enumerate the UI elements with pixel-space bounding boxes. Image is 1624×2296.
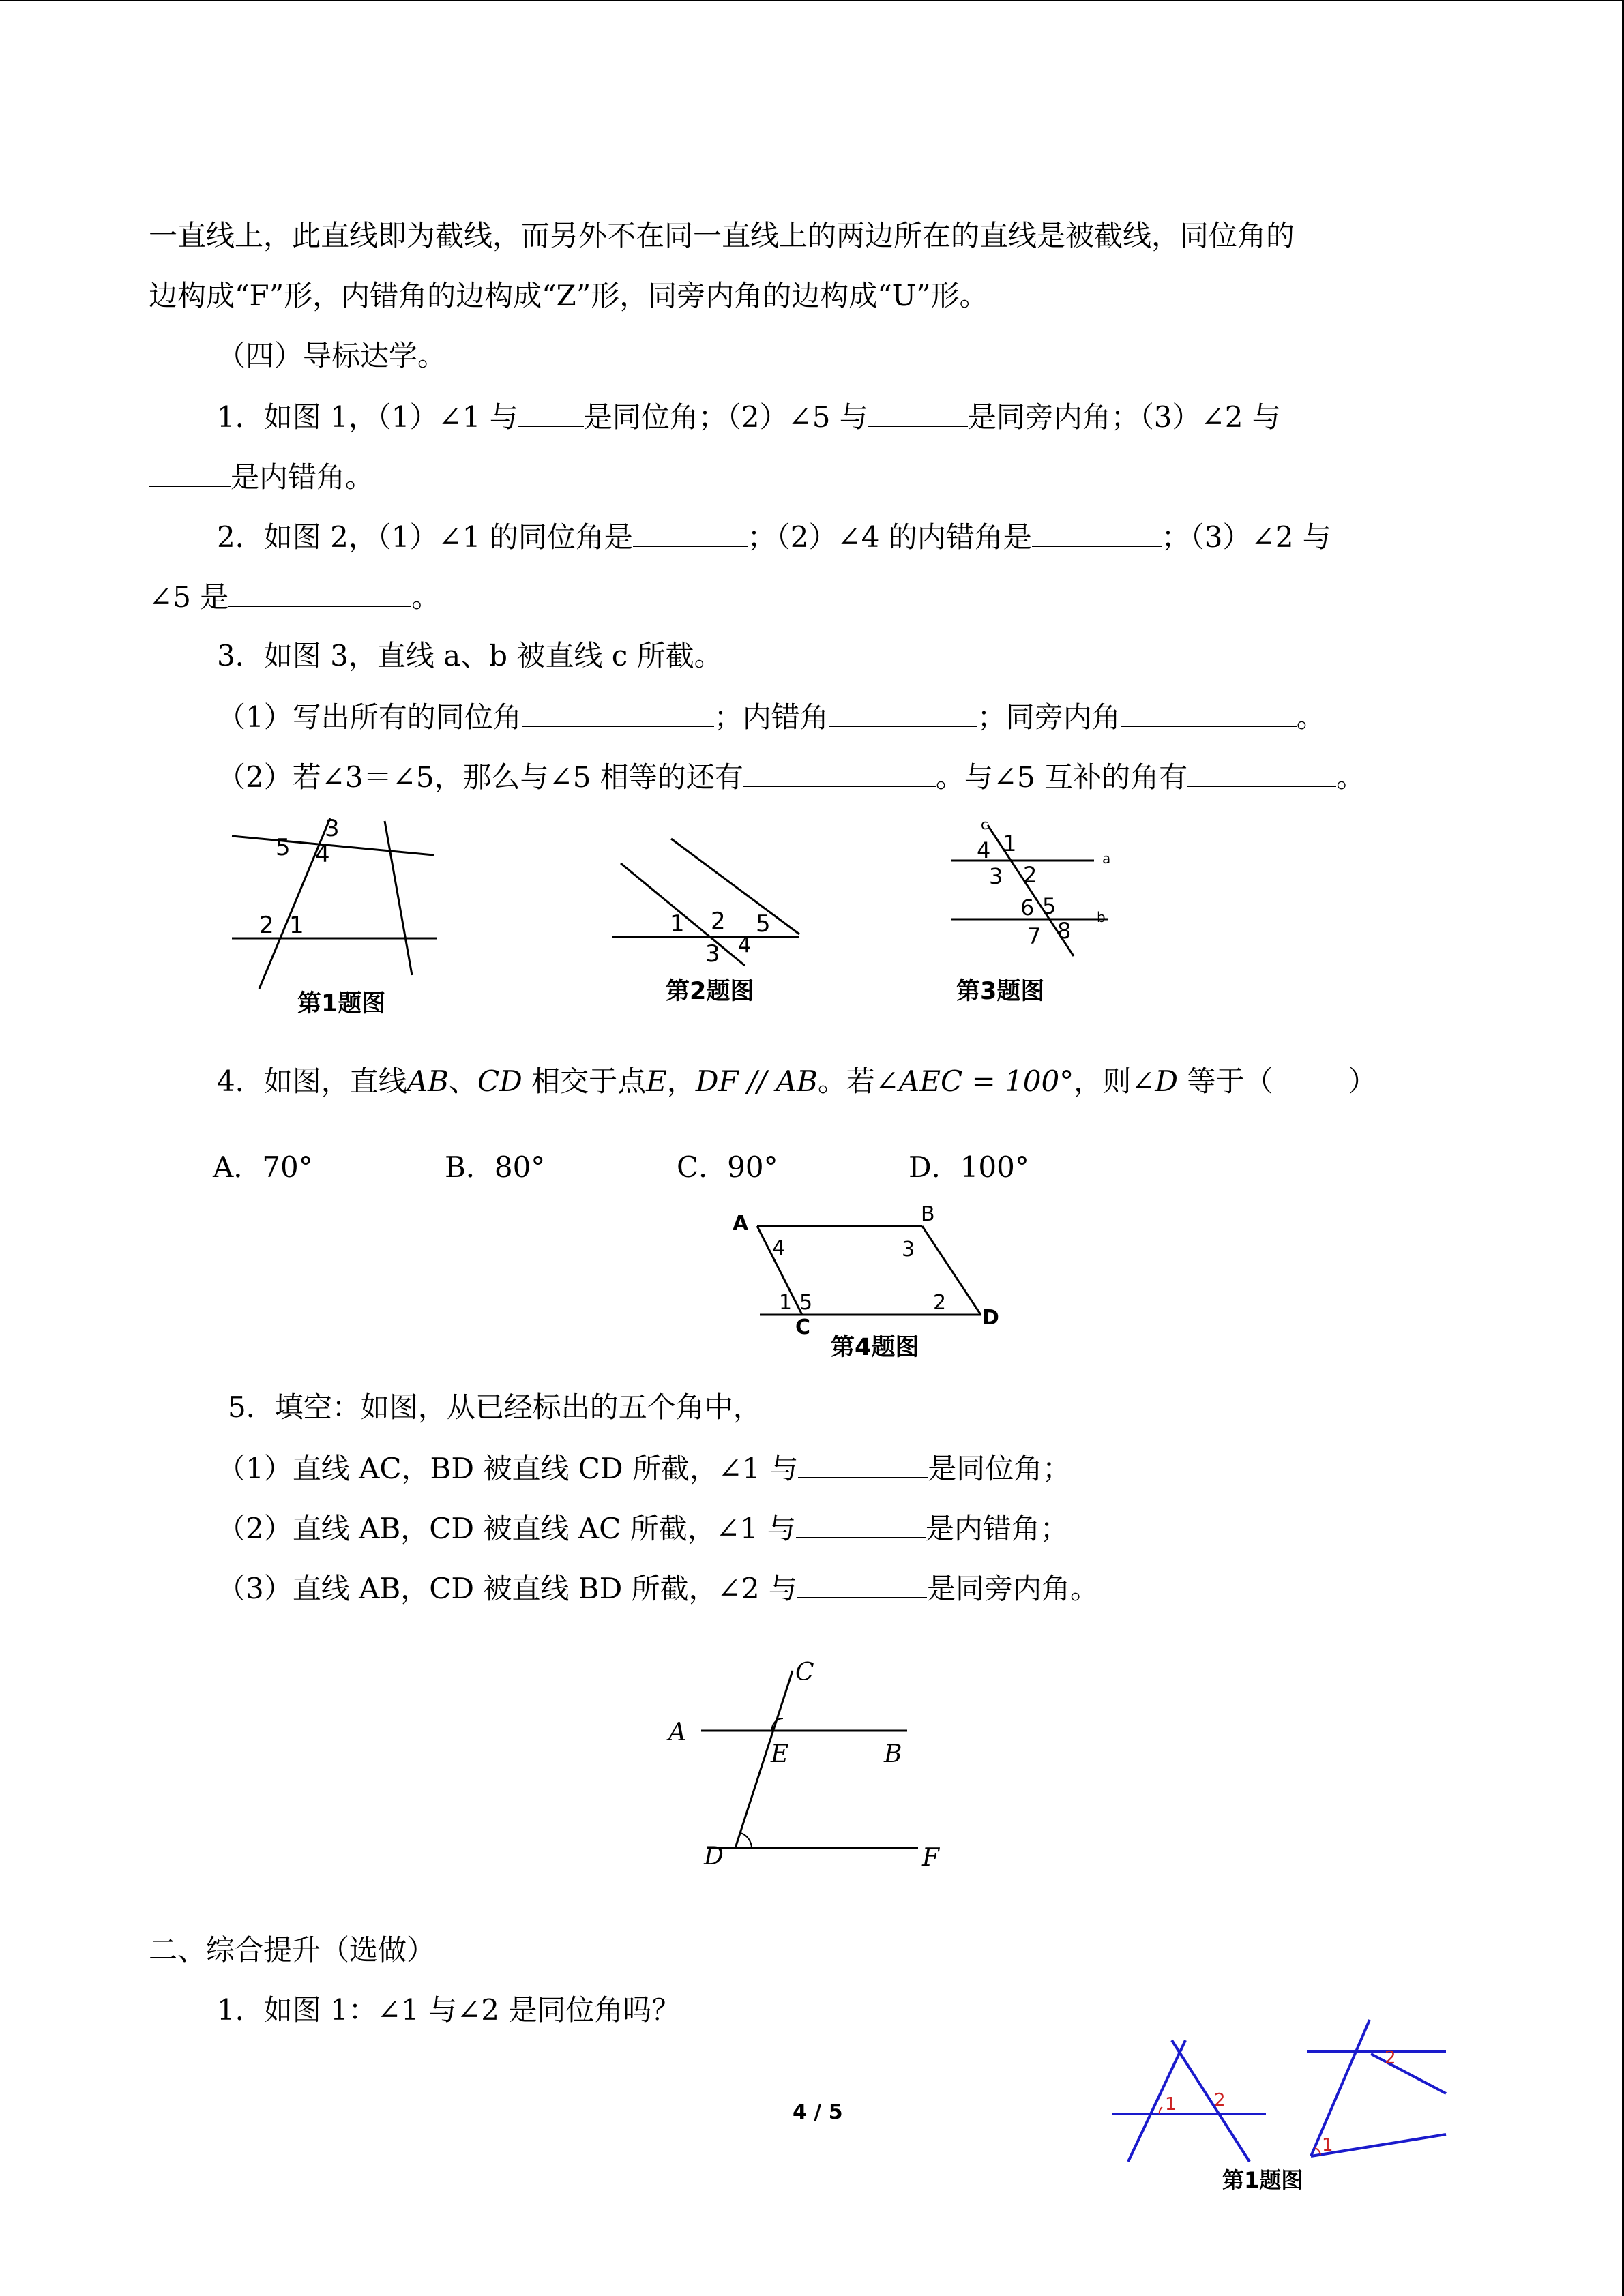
q2-text-b: ；（2）∠4 的内错角是 [747,520,1032,554]
fig5-angle-d-arc [741,1833,752,1848]
figure-4 [730,1200,1016,1337]
q4-line-ab: AB [407,1064,449,1098]
fig6-label-1b: 1 [1322,2135,1333,2156]
q3-text-1b: ；内错角 [713,700,829,734]
q4-angle: ∠AEC = 100° [874,1064,1074,1098]
fig6-right-line-slant [1371,2054,1446,2093]
fig5-label-b: B [884,1740,902,1768]
question-5-part-2 [217,1507,1069,1549]
question-1-line [217,396,1281,438]
fig1-caption: 第1题图 [297,990,386,1017]
fig4-line-bd [922,1226,981,1315]
question-2-line [217,516,1331,558]
q2-text-d: ∠5 是 [149,580,229,614]
q5-text-1a: （1）直线 AC，BD 被直线 CD 所截，∠1 与 [217,1452,799,1485]
q5-text-3a: （3）直线 AB，CD 被直线 BD 所截，∠2 与 [217,1572,797,1605]
q3-text-2b: 。与∠5 互补的角有 [935,760,1188,794]
q3-text-1a: （1）写出所有的同位角 [217,700,522,734]
q5-blank-2[interactable] [796,1507,926,1538]
fig4-label-b: B [921,1202,935,1226]
q1-blank-3[interactable] [149,456,231,487]
fig4-label-4: 4 [772,1236,786,1260]
q1-blank-2[interactable] [868,396,968,427]
q1-text-d: 是内错角。 [231,460,374,494]
question-5-part-3 [217,1567,1099,1609]
question-3-stem: 3．如图 3，直线 a、b 被直线 c 所截。 [217,639,723,672]
fig2-label-5: 5 [756,910,771,938]
q5-text-1b: 是同位角； [928,1452,1072,1485]
q1-blank-1[interactable] [518,396,584,427]
q2-text-e: 。 [411,580,441,614]
fig2-label-4: 4 [738,934,752,957]
q4-parallel: DF // AB [695,1064,818,1098]
fig3-label-3: 3 [989,863,1003,889]
intro-line-1: 一直线上，此直线即为截线，而另外不在同一直线上的两边所在的直线是被截线，同位角的 [149,219,1295,252]
q2-blank-1[interactable] [633,516,748,547]
q4-option-b: B．80° [445,1150,546,1184]
fig3-label-1: 1 [1003,831,1017,856]
fig4-label-3: 3 [902,1238,915,1262]
fig4-label-5: 5 [799,1291,813,1315]
fig6-label-2a: 2 [1214,2090,1226,2111]
fig1-transversal-right [385,821,412,975]
q5-text-2a: （2）直线 AB，CD 被直线 AC 所截，∠1 与 [217,1512,796,1545]
q3-blank-4[interactable] [743,756,936,787]
q3-text-1c: ；同旁内角 [977,700,1121,734]
page-border-top [0,0,1624,1]
fig5-label-a: A [668,1718,686,1746]
fig6-left-line-2 [1172,2040,1250,2162]
q1-text-c: 是同旁内角；（3）∠2 与 [967,400,1281,434]
fig4-label-c: C [795,1315,811,1337]
fig6-caption: 第1题图 [1222,2167,1303,2193]
question-3-part-1 [217,696,1325,738]
q1-text-b: 是同位角；（2）∠5 与 [583,400,868,434]
fig2-caption: 第2题图 [666,978,754,1005]
question-2-line-2 [149,576,440,618]
fig3-label-c: c [981,816,988,833]
fig4-label-1: 1 [779,1291,793,1315]
q3-text-2c: 。 [1336,760,1365,794]
q4-separator: 、 [448,1064,477,1098]
fig4-label-a: A [733,1212,749,1236]
fig3-label-7: 7 [1027,923,1042,949]
q2-blank-3[interactable] [228,576,411,607]
question-5-part-1 [217,1447,1071,1489]
q5-text-2b: 是内错角； [925,1512,1069,1545]
fig5-label-d: D [704,1843,724,1870]
q4-text-c: ， [666,1064,696,1098]
question-3-part-2 [217,756,1365,798]
q5-text-3b: 是同旁内角。 [926,1572,1099,1605]
figure-2 [607,832,812,968]
part-2-question-1: 1．如图 1：∠1 与∠2 是同位角吗？ [217,1993,681,2027]
q5-blank-3[interactable] [797,1567,927,1598]
fig3-label-8: 8 [1057,918,1072,944]
fig4-label-2: 2 [933,1291,947,1315]
fig2-label-3: 3 [705,940,720,968]
fig2-label-1: 1 [670,910,685,938]
q3-blank-3[interactable] [1121,696,1297,727]
fig1-label-2: 2 [259,912,274,939]
q3-blank-1[interactable] [522,696,714,727]
q4-text-b: 相交于点 [522,1064,647,1098]
q4-text-d: 。若 [817,1064,875,1098]
fig6-left-line-1 [1128,2040,1185,2162]
fig3-label-a: a [1102,850,1111,867]
fig2-label-2: 2 [711,908,726,935]
q1-text-a: 1．如图 1，（1）∠1 与 [217,400,518,434]
figure-5 [655,1650,996,1882]
q5-blank-1[interactable] [798,1447,928,1478]
figure-6 [1105,2018,1460,2168]
fig6-right-transversal [1311,2020,1370,2156]
part-2-title: 二、综合提升（选做） [149,1933,436,1967]
q3-text-1d: 。 [1296,700,1325,734]
fig1-label-5: 5 [276,834,291,861]
fig1-label-4: 4 [315,841,330,868]
q4-angle-d: ∠D [1131,1064,1179,1098]
fig4-label-d: D [982,1306,999,1330]
q4-text-g: 等于（ [1178,1064,1273,1098]
fig1-label-3: 3 [325,815,340,842]
fig3-label-5: 5 [1042,893,1057,919]
figure-3 [941,816,1139,966]
q4-text-f: ，则 [1074,1064,1132,1098]
q4-point-e: E [646,1064,667,1098]
fig3-label-b: b [1097,909,1106,925]
q3-text-2a: （2）若∠3＝∠5，那么与∠5 相等的还有 [217,760,743,794]
question-1-line-2 [149,456,374,498]
section-title: （四）导标达学。 [217,339,447,372]
q2-blank-2[interactable] [1032,516,1162,547]
q4-text-h: ） [1348,1064,1377,1098]
fig6-label-1a: 1 [1165,2094,1177,2115]
q4-option-a: A．70° [213,1150,313,1184]
page-number: 4 / 5 [793,2100,843,2124]
fig5-label-e: E [771,1740,789,1768]
fig1-label-1: 1 [289,912,304,939]
q4-line-cd: CD [477,1064,522,1098]
fig4-caption: 第4题图 [831,1334,919,1361]
q4-text-a: 4．如图，直线 [217,1064,407,1098]
fig6-label-2b: 2 [1385,2048,1396,2068]
q3-blank-5[interactable] [1187,756,1336,787]
fig3-label-2: 2 [1023,862,1037,888]
q4-option-d: D．100° [909,1150,1029,1184]
fig3-caption: 第3题图 [956,978,1045,1005]
q4-option-c: C．90° [677,1150,778,1184]
question-5-stem: 5．填空：如图，从已经标出的五个角中， [228,1390,762,1424]
fig5-label-c: C [795,1658,814,1686]
q3-blank-2[interactable] [829,696,977,727]
q2-text-c: ；（3）∠2 与 [1161,520,1331,554]
question-4-line [217,1061,1376,1102]
fig3-label-4: 4 [977,837,991,863]
q2-text-a: 2．如图 2，（1）∠1 的同位角是 [217,520,633,554]
figure-1 [218,811,450,996]
fig5-label-f: F [922,1844,939,1872]
intro-line-2: 边构成“F”形，内错角的边构成“Z”形，同旁内角的边构成“U”形。 [149,279,988,312]
fig3-label-6: 6 [1020,895,1035,921]
